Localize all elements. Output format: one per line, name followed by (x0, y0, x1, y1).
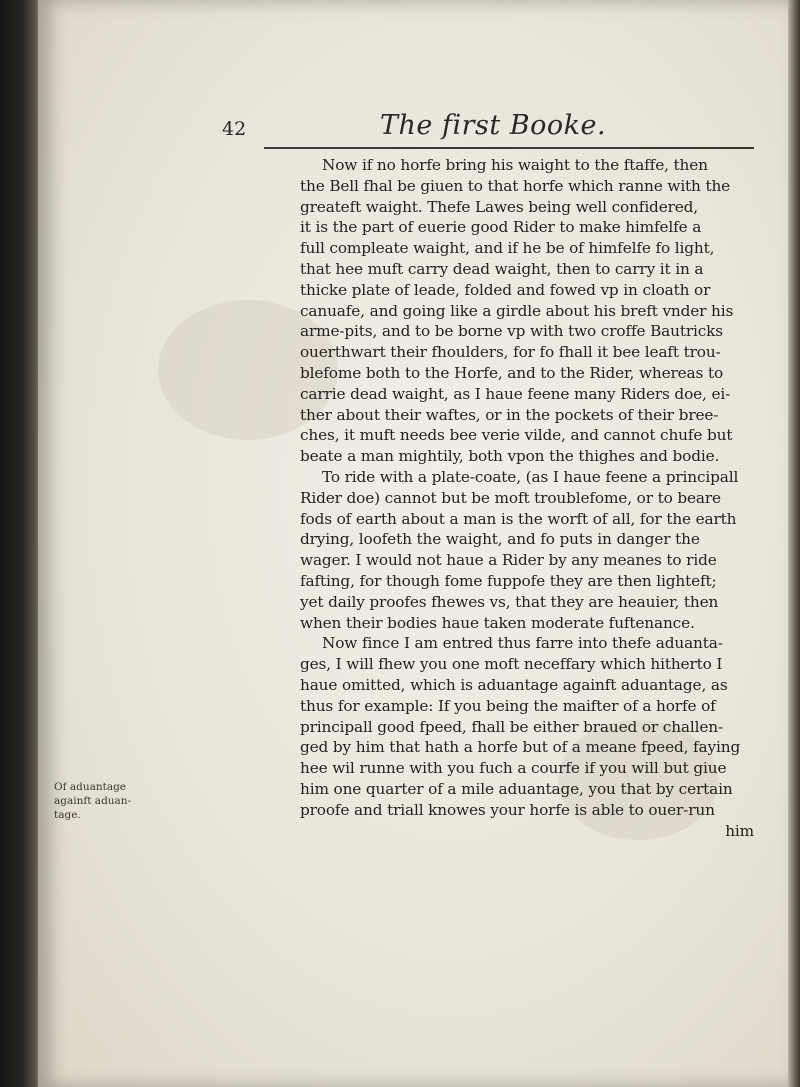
margin-note (54, 780, 131, 822)
text-line: canuafe, and going like a girdle about his breft vnder his (300, 301, 734, 320)
text-line: Now fince I am entred thus farre into thefe aduanta- (322, 634, 723, 653)
text-line: hee wil runne with you fuch a courfe if you will but giue (300, 759, 727, 778)
text-line: beate a man mightily, both vpon the thighes and bodie. (300, 447, 720, 466)
text-line: ouerthwart their fhoulders, for fo fhall it bee leaft trou- (300, 343, 721, 362)
running-title: The first Booke. (380, 110, 607, 141)
text-line: that hee muft carry dead waight, then to carry it in a (300, 259, 704, 278)
margin-note-line: againft aduan- (54, 795, 132, 807)
text-line: thicke plate of leade, folded and fowed vp in cloath or (300, 280, 711, 299)
text-line: yet daily proofes fhewes vs, that they are heauier, then (300, 592, 719, 611)
text-line: drying, loofeth the waight, and fo puts in danger the (300, 530, 700, 549)
text-line: the Bell fhal be giuen to that horfe which ranne with the (300, 176, 731, 195)
text-line: him one quarter of a mile aduantage, you that by certain (300, 779, 733, 798)
text-line: carrie dead waight, as I haue feene many Riders doe, ei- (300, 384, 731, 403)
text-line: greateft waight. Thefe Lawes being well confidered, (300, 197, 699, 216)
text-line: Now if no horfe bring his waight to the ftaffe, then (322, 156, 708, 174)
header-rule (264, 147, 754, 149)
margin-note-line: tage. (54, 809, 81, 821)
scanner-edge-right (786, 0, 800, 1087)
margin-note-line: Of aduantage (54, 781, 127, 793)
text-line: it is the part of euerie good Rider to make himfelfe a (300, 218, 702, 237)
text-line: ches, it muft needs bee verie vilde, and cannot chufe but (300, 426, 733, 445)
page-number: 42 (222, 118, 247, 140)
text-line: ges, I will fhew you one moft neceffary which hitherto I (300, 655, 723, 674)
text-line: ther about their waftes, or in the pockets of their bree- (300, 405, 719, 424)
catchword: him (725, 821, 754, 840)
body-text (300, 155, 770, 841)
text-line: fods of earth about a man is the worft of all, for the earth (300, 509, 737, 528)
text-line: thus for example: If you being the maifter of a horfe of (300, 696, 716, 715)
text-line: arme-pits, and to be borne vp with two croffe Bautricks (300, 322, 723, 341)
text-line: Rider doe) cannot but be moft troublefome, or to beare (300, 488, 721, 507)
text-line: full compleate waight, and if he be of himfelfe fo light, (300, 239, 715, 258)
text-line: principall good fpeed, fhall be either braued or challen- (300, 717, 723, 736)
text-line: wager. I would not haue a Rider by any meanes to ride (300, 551, 717, 570)
text-line: when their bodies haue taken moderate fuftenance. (300, 613, 695, 632)
text-line: To ride with a plate-coate, (as I haue feene a principall (322, 467, 739, 486)
scanner-edge-left (0, 0, 42, 1087)
text-line: haue omitted, which is aduantage againft aduantage, as (300, 675, 728, 694)
text-line: fafting, for though fome fuppofe they are then lighteft; (300, 571, 717, 590)
text-line: ged by him that hath a horfe but of a meane fpeed, faying (300, 738, 741, 757)
text-line: blefome both to the Horfe, and to the Rider, whereas to (300, 363, 723, 382)
text-line: proofe and triall knowes your horfe is able to ouer-run (300, 800, 715, 819)
